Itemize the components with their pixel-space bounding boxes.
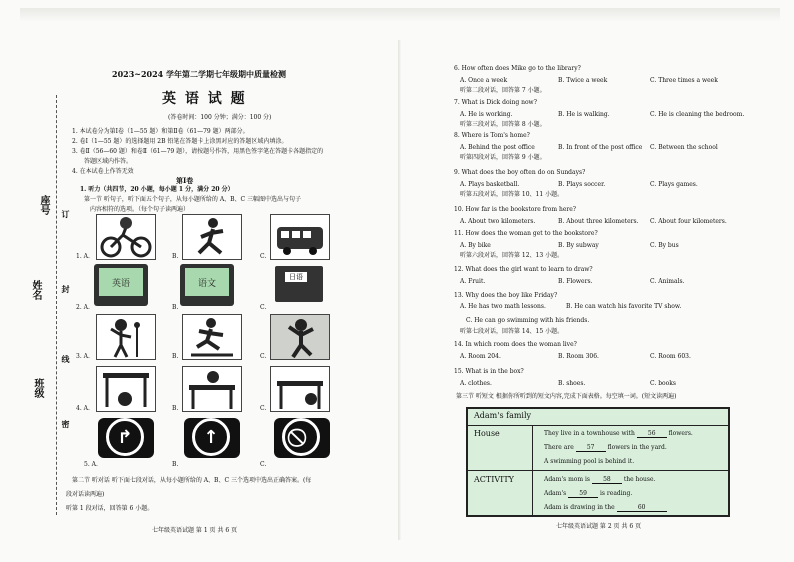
no-left-turn-icon bbox=[282, 418, 320, 456]
bus-icon bbox=[271, 215, 329, 259]
q3-option-a-image bbox=[96, 314, 156, 360]
question-15-stem: 15. What is in the box? bbox=[454, 368, 524, 375]
q5-option-b-sign bbox=[184, 418, 240, 458]
q4-b-label: B. bbox=[172, 405, 179, 412]
line-text: the house. bbox=[623, 476, 656, 483]
section1-instr: 第一节 听句子，听下面五个句子，从每小题所给的 A、B、C 三幅图中选出与句子 bbox=[84, 196, 302, 203]
dancer-icon bbox=[271, 315, 329, 359]
note-4: 4. 在本试卷上作答无效 bbox=[72, 168, 134, 175]
note-2: 2. 卷Ⅰ（1—55 题）的选择题用 2B 铅笔在答题卡上涂黑对应的答题区域内填涂。 bbox=[72, 138, 288, 145]
paper-edge bbox=[20, 8, 780, 22]
q3-label: 3. A. bbox=[76, 353, 90, 360]
cat-under-table-icon bbox=[97, 367, 155, 411]
section3-instr: 第三节 听短文 根据你所听到的短文内容,完成下面表格。每空填一词。(短文读两遍) bbox=[456, 393, 677, 400]
line-text: They live in a townhouse with bbox=[544, 430, 635, 437]
seal-mark: 密 bbox=[61, 420, 70, 428]
adams-family-table bbox=[466, 407, 730, 517]
question-9-note: 听第五段对话，回答第 10、11 小题。 bbox=[460, 191, 564, 198]
q2-option-c-book bbox=[275, 266, 323, 302]
q1-option-c-image bbox=[270, 214, 330, 260]
q2-option-b-tv bbox=[180, 264, 234, 306]
section2-note: 听第 1 段对话，回答第 6 小题。 bbox=[66, 505, 154, 512]
line-text: flowers. bbox=[668, 430, 693, 437]
go-straight-icon: ↑ bbox=[192, 418, 230, 456]
line-text: There are bbox=[544, 444, 574, 451]
listening-title: 1. 听力（共四节，20 小题，每小题 1 分，满分 20 分） bbox=[80, 186, 234, 193]
q5-option-c-sign bbox=[274, 418, 330, 458]
question-15-option-b: B. shoes. bbox=[558, 380, 586, 387]
q5-label: 5. A. bbox=[84, 461, 98, 468]
question-11-option-a: A. By bike bbox=[460, 242, 491, 249]
q5-option-a-sign bbox=[98, 418, 154, 458]
activity-row bbox=[468, 471, 728, 516]
question-8-option-a: A. Behind the post office bbox=[460, 144, 535, 151]
question-14-option-c: C. Room 603. bbox=[650, 353, 691, 360]
q3-option-c-image bbox=[270, 314, 330, 360]
q1-c-label: C. bbox=[260, 253, 267, 260]
question-11-option-c: C. By bus bbox=[650, 242, 679, 249]
line-text: Adam is drawing in the bbox=[544, 504, 615, 511]
q3-c-label: C. bbox=[260, 353, 267, 360]
blank-59: 59 bbox=[568, 491, 598, 498]
question-7-option-b: B. He is walking. bbox=[558, 111, 610, 118]
question-14-stem: 14. In which room does the woman live? bbox=[454, 341, 577, 348]
activity-line-2 bbox=[544, 491, 632, 498]
house-line-1 bbox=[544, 431, 693, 438]
line-text: Adam's bbox=[544, 490, 567, 497]
blank-56: 56 bbox=[637, 431, 667, 438]
question-15-option-a: A. clothes. bbox=[460, 380, 492, 387]
cat-behind-table-icon bbox=[271, 367, 329, 411]
question-10-stem: 10. How far is the bookstore from here? bbox=[454, 206, 577, 213]
singer-icon bbox=[97, 315, 155, 359]
binding-line bbox=[56, 95, 57, 515]
q3-b-label: B. bbox=[172, 353, 179, 360]
question-13-option-c: C. He can go swimming with his friends. bbox=[466, 317, 590, 324]
margin-number-label: 座号 bbox=[38, 195, 49, 215]
q4-option-c-image bbox=[270, 366, 330, 412]
line-text: is reading. bbox=[600, 490, 633, 497]
note-1: 1. 本试卷分为第Ⅰ卷（1—55 题）和第Ⅱ卷（61—79 题）两部分。 bbox=[72, 128, 249, 135]
runner-icon bbox=[183, 215, 241, 259]
activity-label: ACTIVITY bbox=[474, 475, 514, 484]
table-title: Adam's family bbox=[474, 411, 532, 420]
line-text: Adam's mom is bbox=[544, 476, 590, 483]
part1-heading: 第Ⅰ卷 bbox=[176, 176, 194, 185]
question-6-option-c: C. Three times a week bbox=[650, 77, 718, 84]
q1-label: 1. A. bbox=[76, 253, 90, 260]
question-6-option-b: B. Twice a week bbox=[558, 77, 608, 84]
question-7-stem: 7. What is Dick doing now? bbox=[454, 99, 537, 106]
q2-label: 2. A. bbox=[76, 304, 90, 311]
question-11-note: 听第六段对话，回答第 12、13 小题。 bbox=[460, 252, 564, 259]
question-13-option-a: A. He has two math lessons. bbox=[460, 303, 546, 310]
question-9-option-b: B. Plays soccer. bbox=[558, 181, 606, 188]
question-7-option-c: C. He is cleaning the bedroom. bbox=[650, 111, 745, 118]
question-6-option-a: A. Once a week bbox=[460, 77, 508, 84]
line-text: flowers in the yard. bbox=[607, 444, 667, 451]
q2-b-label: B. bbox=[172, 304, 179, 311]
q4-option-b-image bbox=[182, 366, 242, 412]
house-line-3: A swimming pool is behind it. bbox=[544, 458, 635, 465]
note-3-cont: 答题区域内作答。 bbox=[84, 158, 133, 165]
question-9-stem: 9. What does the boy often do on Sundays? bbox=[454, 169, 586, 176]
table-header-row bbox=[468, 409, 728, 426]
question-6-stem: 6. How often does Mike go to the library? bbox=[454, 65, 581, 72]
question-11-option-b: B. By subway bbox=[558, 242, 599, 249]
seal-mark: 线 bbox=[61, 355, 70, 363]
seal-mark: 封 bbox=[61, 285, 70, 293]
q4-c-label: C. bbox=[260, 405, 267, 412]
exam-title: 2023~2024 学年第二学期七年级期中质量检测 bbox=[112, 69, 287, 79]
cat-on-table-icon bbox=[183, 367, 241, 411]
skater-icon bbox=[183, 315, 241, 359]
margin-name-label: 姓名 bbox=[30, 280, 41, 300]
page-fold bbox=[398, 40, 401, 540]
bicycle-icon bbox=[97, 215, 155, 259]
seal-mark: 订 bbox=[61, 210, 70, 218]
blank-57: 57 bbox=[576, 445, 606, 452]
left-footer: 七年级英语试题 第 1 页 共 6 页 bbox=[152, 527, 238, 534]
tv-screen-text: 英语 bbox=[99, 268, 143, 296]
question-7-option-a: A. He is working. bbox=[460, 111, 513, 118]
q4-label: 4. A. bbox=[76, 405, 90, 412]
question-12-option-c: C. Animals. bbox=[650, 278, 685, 285]
question-13-note: 听第七段对话，回答第 14、15 小题。 bbox=[460, 328, 564, 335]
question-12-option-b: B. Flowers. bbox=[558, 278, 593, 285]
book-label: 日语 bbox=[285, 272, 307, 282]
tv-screen-text: 语文 bbox=[185, 268, 229, 296]
blank-58: 58 bbox=[592, 477, 622, 484]
question-13-stem: 13. Why does the boy like Friday? bbox=[454, 292, 558, 299]
question-10-option-a: A. About two kilometers. bbox=[460, 218, 536, 225]
section2-instr: 第二节 听对话 听下面七段对话，从每小题所给的 A、B、C 三个选项中选出正确答案。(每 bbox=[72, 477, 312, 484]
blank-60: 60 bbox=[617, 505, 667, 512]
section2-instr-cont: 段对话读两遍) bbox=[66, 491, 105, 498]
house-label: House bbox=[474, 429, 500, 438]
q2-c-label: C. bbox=[260, 304, 267, 311]
right-footer: 七年级英语试题 第 2 页 共 6 页 bbox=[556, 523, 642, 530]
question-9-option-c: C. Plays games. bbox=[650, 181, 698, 188]
question-8-stem: 8. Where is Tom's home? bbox=[454, 132, 530, 139]
question-15-option-c: C. books bbox=[650, 380, 676, 387]
question-9-option-a: A. Plays basketball. bbox=[460, 181, 520, 188]
house-row bbox=[468, 425, 728, 471]
margin-class-label: 班级 bbox=[32, 378, 43, 398]
q5-c-label: C. bbox=[260, 461, 267, 468]
question-8-option-b: B. In front of the post office bbox=[558, 144, 643, 151]
question-10-option-b: B. About three kilometers. bbox=[558, 218, 639, 225]
question-12-option-a: A. Fruit. bbox=[460, 278, 486, 285]
activity-line-1 bbox=[544, 477, 655, 484]
question-14-option-b: B. Room 306. bbox=[558, 353, 599, 360]
q1-option-b-image bbox=[182, 214, 242, 260]
question-8-option-c: C. Between the school bbox=[650, 144, 718, 151]
question-10-option-c: C. About four kilometers. bbox=[650, 218, 727, 225]
q2-option-a-tv bbox=[94, 264, 148, 306]
subject-title: 英 语 试 题 bbox=[162, 91, 247, 107]
question-12-stem: 12. What does the girl want to learn to draw? bbox=[454, 266, 593, 273]
section1-instr-cont: 内容相符的选项。（每个句子读两遍） bbox=[90, 206, 190, 213]
house-line-2 bbox=[544, 445, 667, 452]
q1-b-label: B. bbox=[172, 253, 179, 260]
question-11-stem: 11. How does the woman get to the bookstore? bbox=[454, 230, 598, 237]
note-3: 3. 卷Ⅱ（56—60 题）和卷Ⅱ（61—79 题），请按题号作答，用黑色签字笔在答题卡各题指定的 bbox=[72, 148, 324, 155]
activity-line-3 bbox=[544, 505, 667, 512]
q4-option-a-image bbox=[96, 366, 156, 412]
turn-right-icon: ↱ bbox=[106, 418, 144, 456]
question-6-note: 听第二段对话，回答第 7 小题。 bbox=[460, 87, 546, 94]
question-14-option-a: A. Room 204. bbox=[460, 353, 501, 360]
exam-info: (答卷时间：100 分钟；满分：100 分) bbox=[168, 114, 272, 121]
question-13-option-b: B. He can watch his favorite TV show. bbox=[566, 303, 682, 310]
q3-option-b-image bbox=[182, 314, 242, 360]
q1-option-a-image bbox=[96, 214, 156, 260]
question-7-note: 听第三段对话，回答第 8 小题。 bbox=[460, 121, 546, 128]
question-8-note: 听第四段对话，回答第 9 小题。 bbox=[460, 154, 546, 161]
q5-b-label: B. bbox=[172, 461, 179, 468]
